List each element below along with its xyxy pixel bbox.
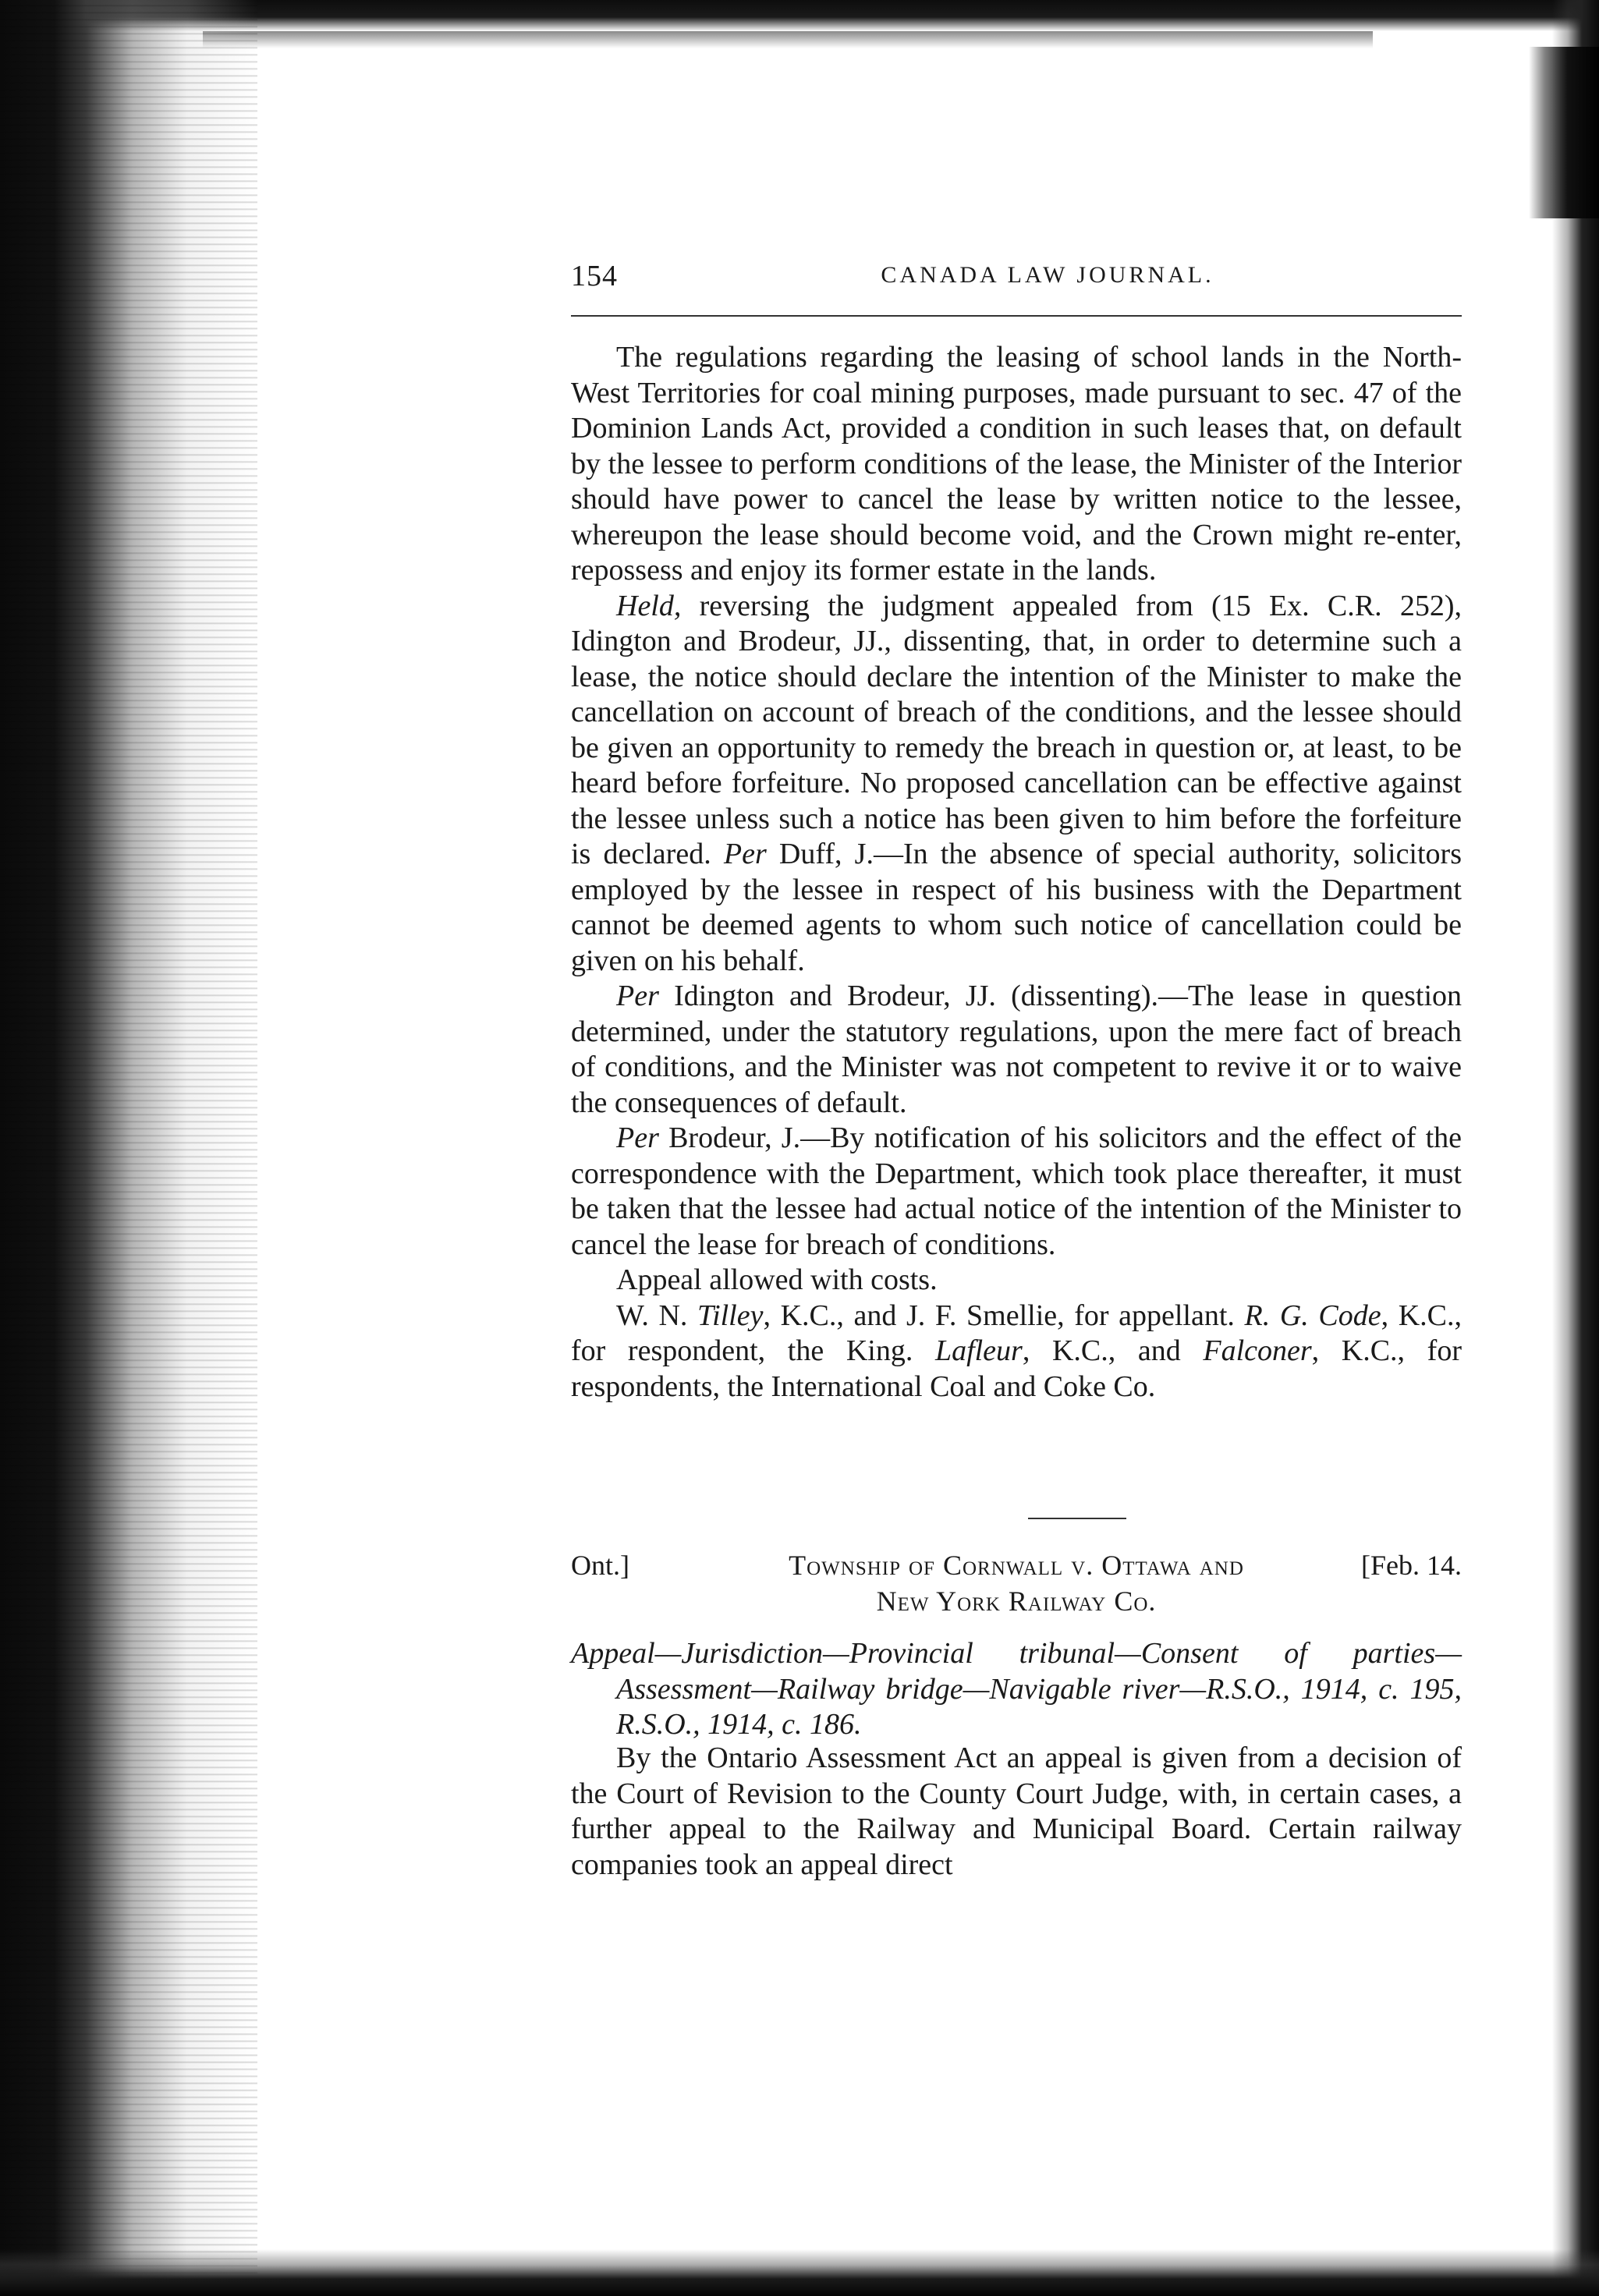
case-title-line-2: New York Railway Co. xyxy=(876,1586,1157,1617)
journal-title: CANADA LAW JOURNAL. xyxy=(881,262,1214,288)
page-number: 154 xyxy=(571,260,618,292)
paragraph-per-brodeur: Per Brodeur, J.—By notification of his solicitors and the effect of the correspondence with the Department, which took place thereafter, it must be taken that the lessee had actual notice of the intention of the Minister to cancel the lease for breach of conditions. xyxy=(571,1121,1462,1261)
running-head xyxy=(571,259,1462,306)
paragraph-regulations: The regulations regarding the leasing of school lands in the North-West Territories for coal mining purposes, made pursuant to sec. 47 of the Dominion Lands Act, provided a condition in such leases that, on default by the lessee to perform conditions of the lease, the Minister of the Interior should have power to cancel the lease by written notice to the lessee, whereupon the lease should become void, and the Crown might re-enter, repossess and enjoy its former estate in the lands. xyxy=(571,341,1462,586)
paragraph-held: Held, reversing the judgment appealed from (15 Ex. C.R. 252), Idington and Brodeur, JJ., dissenting, that, in order to determine such a lease, the notice should declare the intention of the Minister to make the cancellation on account of breach of the conditions, and the lessee should be given an opportunity to remedy the breach in question or, at least, to be heard before forfeiture. No proposed cancellation can be effective against the lessee unless such a notice has been given to him before the forfeiture is declared. Per Duff, J.—In the absence of special authority, solicitors employed by the lessee in respect of his business with the Department cannot be deemed agents to whom such notice of cancellation could be given on his behalf. xyxy=(571,589,1462,977)
case-headnote: Appeal—Jurisdiction—Provincial tribunal—Consent of parties—Assessment—Railway bridge—Navigable river—R.S.O., 1914, c. 195, R.S.O., 1914, c. 186. xyxy=(571,1637,1462,1741)
header-rule xyxy=(571,315,1462,317)
paragraph-per-idington: Per Idington and Brodeur, JJ. (dissenting).—The lease in question determined, under the statutory regulations, upon the mere fact of breach of conditions, and the Minister was not competent to revive it or to waive the consequences of default. xyxy=(571,980,1462,1119)
case-report-body xyxy=(571,340,1462,1405)
court-label: Ont.] xyxy=(571,1550,629,1581)
case-body xyxy=(571,1741,1462,1883)
paragraph-counsel: W. N. Tilley, K.C., and J. F. Smellie, for appellant. R. G. Code, K.C., for respondent, the King. Lafleur, K.C., and Falconer, K.C., for respondents, the International Coal and Coke Co. xyxy=(571,1299,1462,1403)
case-date: [Feb. 14. xyxy=(1361,1550,1462,1581)
paragraph-assessment-act: By the Ontario Assessment Act an appeal is given from a decision of the Court of Revision to the County Court Judge, with, in certain cases, a further appeal to the Railway and Municipal Board. Certain railway companies took an appeal direct xyxy=(571,1741,1462,1881)
case-heading xyxy=(571,1547,1462,1625)
case-title-line-1: Township of Cornwall v. Ottawa and xyxy=(789,1550,1244,1581)
section-divider xyxy=(1028,1518,1126,1519)
case-title xyxy=(704,1547,1329,1619)
paragraph-disposition: Appeal allowed with costs. xyxy=(616,1263,938,1296)
